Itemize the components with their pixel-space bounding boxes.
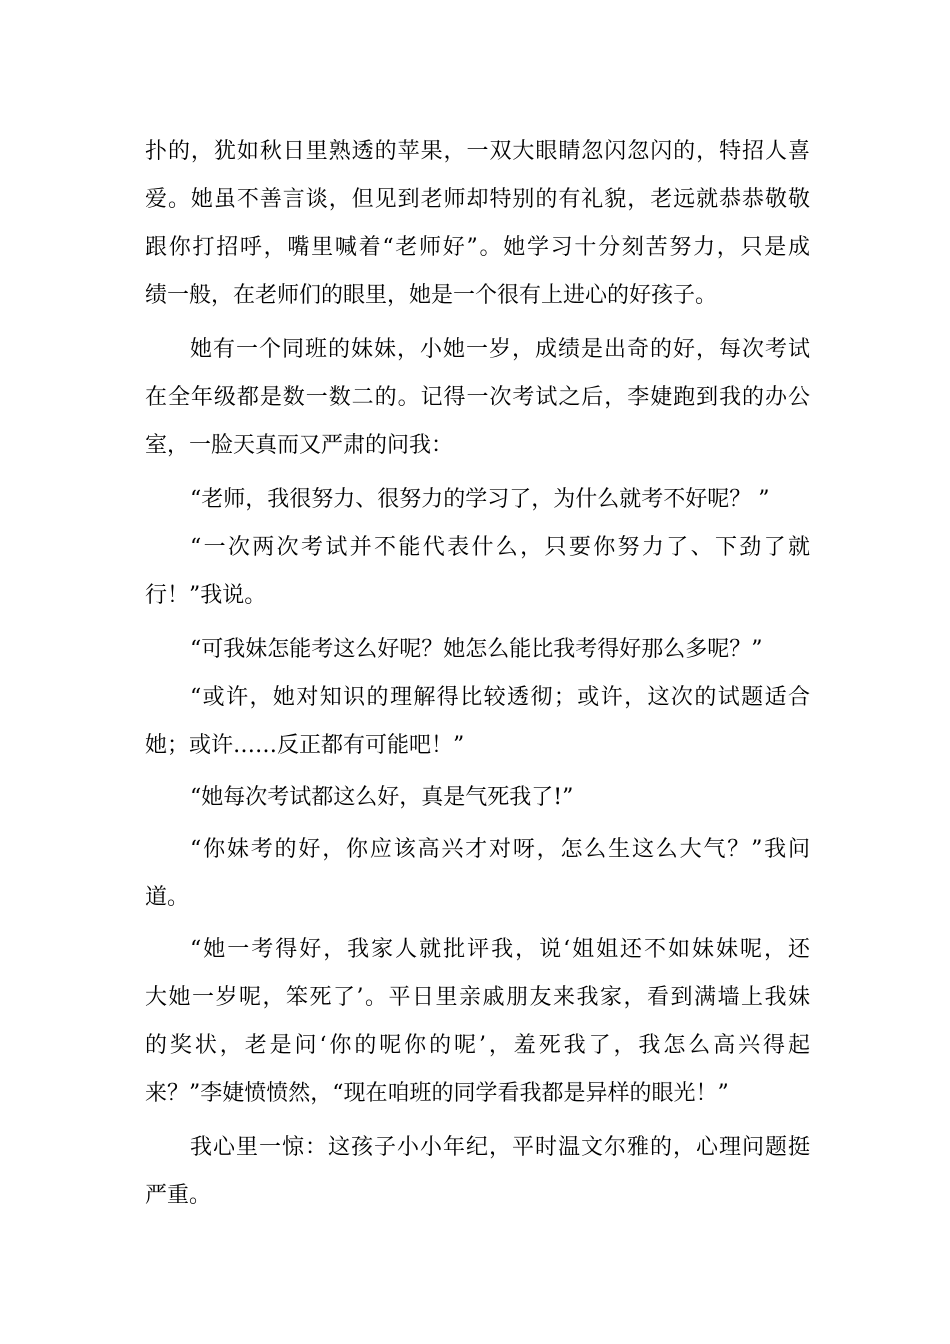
text-line: 我心里一惊：这孩子小小年纪，平时温文尔雅的，心理问题挺 <box>190 1135 810 1160</box>
text-line: 扑的，犹如秋日里熟透的苹果，一双大眼睛忽闪忽闪的，特招人喜 <box>145 139 810 164</box>
text-line: 大她一岁呢，笨死了’。平日里亲戚朋友来我家，看到满墙上我妹 <box>145 985 810 1010</box>
text-line: 绩一般，在老师们的眼里，她是一个很有上进心的好孩子。 <box>145 283 718 308</box>
text-line: 室，一脸天真而又严肃的问我： <box>145 433 454 458</box>
text-line: 行！”我说。 <box>145 583 267 608</box>
text-line: 道。 <box>145 885 190 910</box>
text-line: 在全年级都是数一数二的。记得一次考试之后，李婕跑到我的办公 <box>145 385 810 410</box>
text-line: “你妹考的好，你应该高兴才对呀，怎么生这么大气？”我问 <box>190 837 810 862</box>
text-line: “她每次考试都这么好，真是气死我了!” <box>190 785 574 810</box>
text-line: “或许，她对知识的理解得比较透彻；或许，这次的试题适合 <box>190 685 810 710</box>
text-line: 跟你打招呼，嘴里喊着“老师好”。她学习十分刻苦努力，只是成 <box>145 235 810 260</box>
text-line: “一次两次考试并不能代表什么，只要你努力了、下劲了就 <box>190 535 810 560</box>
text-line: “可我妹怎能考这么好呢？她怎么能比我考得好那么多呢？” <box>190 637 763 662</box>
text-line: 来？”李婕愤愤然，“现在咱班的同学看我都是异样的眼光！” <box>145 1081 729 1106</box>
text-line: “老师，我很努力、很努力的学习了，为什么就考不好呢？ ” <box>190 487 770 512</box>
text-line: 的奖状，老是问‘你的呢你的呢’，羞死我了，我怎么高兴得起 <box>145 1033 810 1058</box>
text-line: 她；或许……反正都有可能吧！” <box>145 733 465 758</box>
text-line: 严重。 <box>145 1183 212 1208</box>
text-line: “她一考得好，我家人就批评我，说‘姐姐还不如妹妹呢，还 <box>190 937 810 962</box>
text-line: 爱。她虽不善言谈，但见到老师却特别的有礼貌，老远就恭恭敬敬 <box>145 187 810 212</box>
text-line: 她有一个同班的妹妹，小她一岁，成绩是出奇的好，每次考试 <box>190 337 810 362</box>
